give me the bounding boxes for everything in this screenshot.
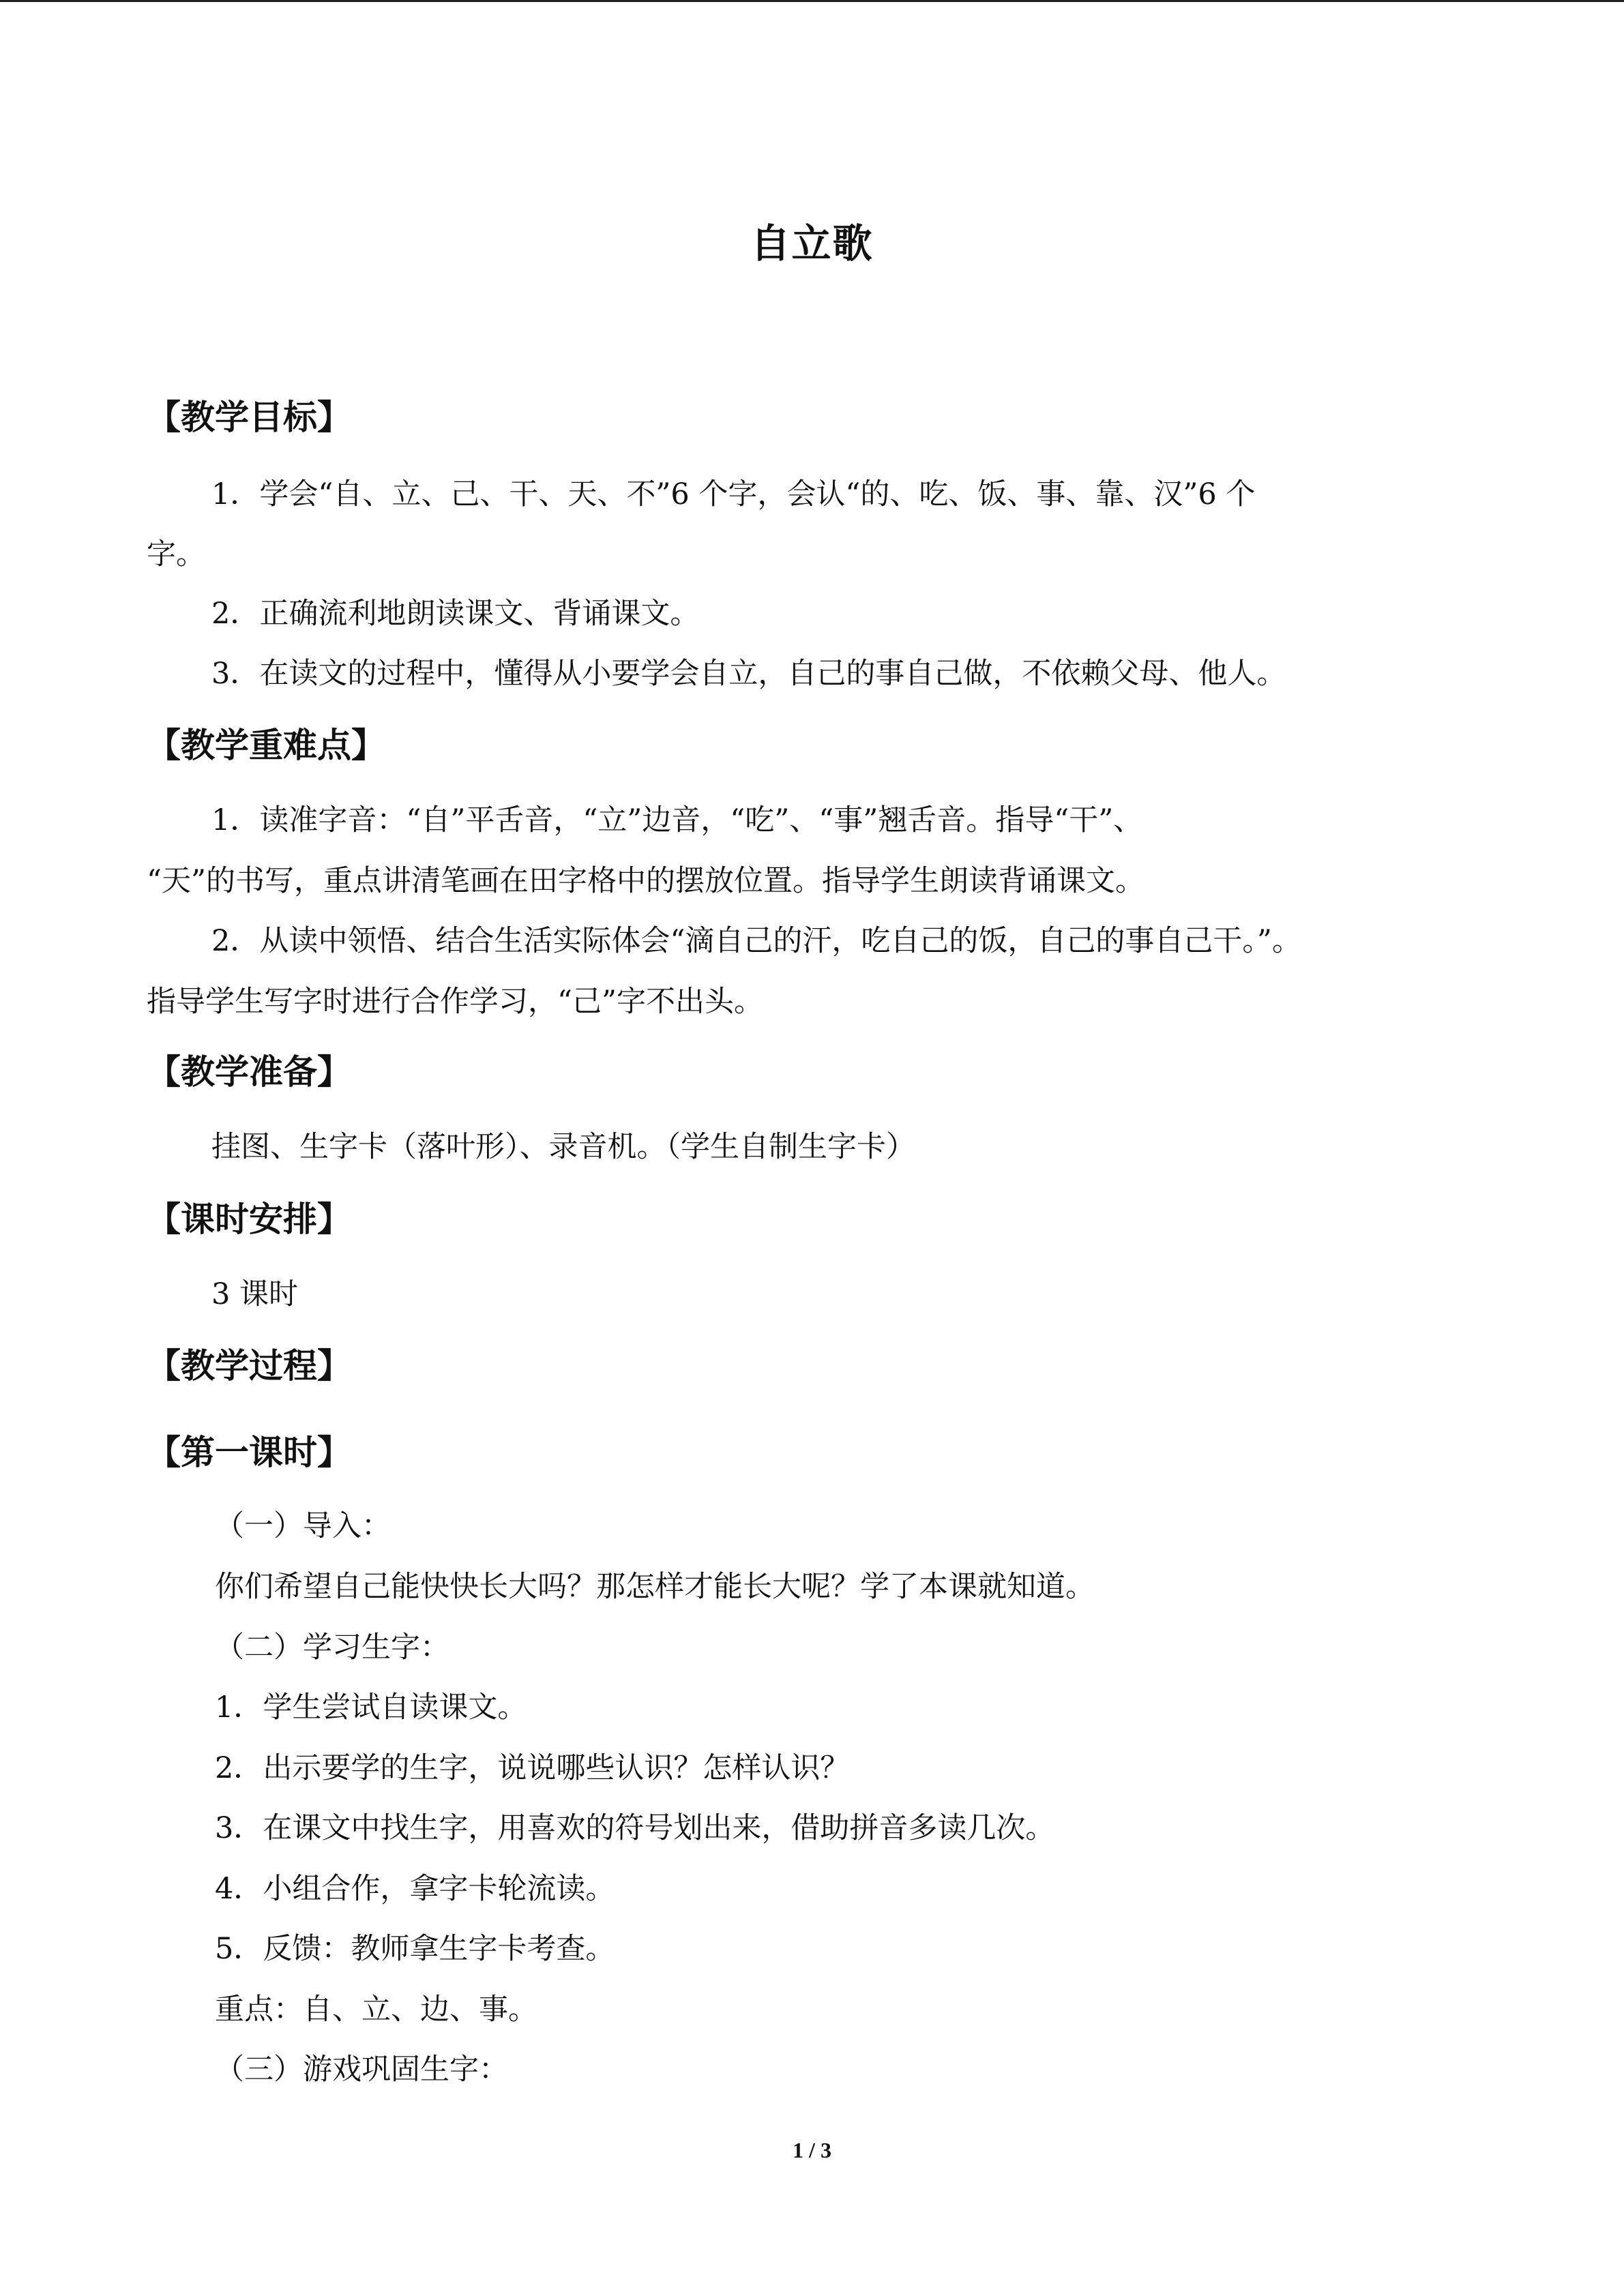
- objectives-line-1a: 1．学会“自、立、己、干、天、不”6 个字，会认“的、吃、饭、事、靠、汉”6 个: [211, 477, 1256, 511]
- lesson1-intro-title: （一）导入：: [215, 1509, 391, 1543]
- lesson1-step-2: 2．出示要学的生字，说说哪些认识？怎样认识？: [215, 1751, 850, 1785]
- lesson1-step-1: 1．学生尝试自读课文。: [215, 1690, 527, 1725]
- objectives-line-2: 2．正确流利地朗读课文、背诵课文。: [211, 597, 700, 631]
- key-points-line-2a: 2．从读中领悟、结合生活实际体会“滴自己的汗，吃自己的饭，自己的事自己干。”。: [211, 924, 1301, 958]
- key-points-line-1b: “天”的书写，重点讲清笔画在田字格中的摆放位置。指导学生朗读背诵课文。: [147, 864, 1145, 898]
- heading-key-points: 【教学重难点】: [147, 726, 385, 765]
- heading-preparation: 【教学准备】: [147, 1052, 351, 1092]
- heading-lesson-1: 【第一课时】: [147, 1433, 351, 1472]
- heading-process: 【教学过程】: [147, 1346, 351, 1386]
- lesson1-step-4: 4．小组合作，拿字卡轮流读。: [215, 1872, 615, 1906]
- preparation-line-1: 挂图、生字卡（落叶形）、录音机。（学生自制生字卡）: [211, 1130, 915, 1164]
- heading-schedule: 【课时安排】: [147, 1199, 351, 1239]
- document-title: 自立歌: [750, 220, 874, 267]
- schedule-line-1: 3 课时: [211, 1277, 299, 1311]
- lesson1-step-5: 5．反馈：教师拿生字卡考查。: [215, 1932, 615, 1966]
- objectives-line-1b: 字。: [147, 537, 205, 571]
- key-points-line-2b: 指导学生写字时进行合作学习，“己”字不出头。: [147, 985, 763, 1019]
- lesson1-focus: 重点：自、立、边、事。: [215, 1993, 537, 2027]
- lesson1-intro-text: 你们希望自己能快快长大吗？那怎样才能长大呢？学了本课就知道。: [215, 1570, 1095, 1604]
- lesson1-game-title: （三）游戏巩固生字：: [215, 2053, 508, 2087]
- page-top-border: [0, 0, 1624, 2]
- heading-objectives: 【教学目标】: [147, 398, 351, 437]
- lesson1-learn-title: （二）学习生字：: [215, 1630, 449, 1665]
- lesson1-step-3: 3．在课文中找生字，用喜欢的符号划出来，借助拼音多读几次。: [215, 1811, 1055, 1845]
- page-number: 1 / 3: [793, 2138, 831, 2162]
- key-points-line-1a: 1．读准字音：“自”平舌音，“立”边音，“吃”、“事”翘舌音。指导“干”、: [211, 803, 1143, 837]
- objectives-line-3: 3．在读文的过程中，懂得从小要学会自立，自己的事自己做，不依赖父母、他人。: [211, 657, 1286, 691]
